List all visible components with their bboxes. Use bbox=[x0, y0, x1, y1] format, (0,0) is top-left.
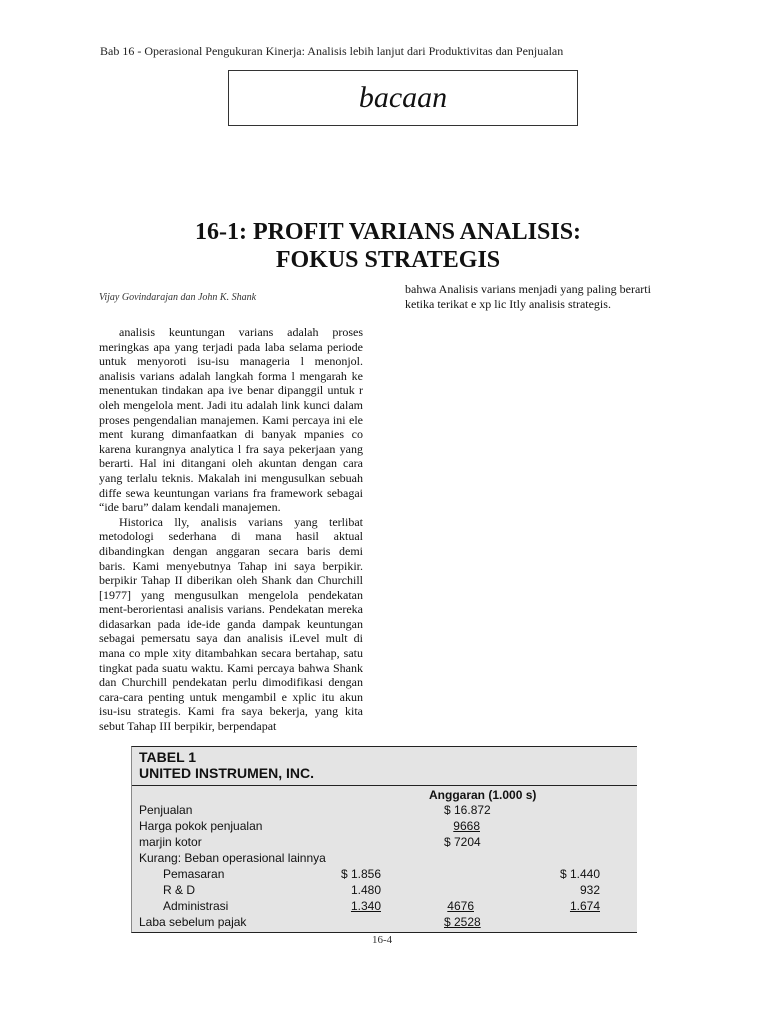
column-header: Anggaran (1.000 s) bbox=[429, 788, 537, 802]
page-number: 16-4 bbox=[372, 934, 393, 946]
financial-table bbox=[131, 746, 637, 933]
hpp-value: 9668 bbox=[453, 819, 480, 833]
administrasi-left-value: 1.340 bbox=[350, 899, 381, 913]
administrasi-mid-value: 4676 bbox=[447, 899, 474, 913]
table-title-line-1: TABEL 1 bbox=[139, 749, 197, 765]
row-label-kurang: Kurang: Beban operasional lainnya bbox=[139, 851, 326, 865]
table-divider bbox=[132, 785, 637, 786]
paragraph-2: Historica lly, analisis varians yang terlibat metodologi sederhana di mana hasil aktual dibandingkan dengan anggaran secara baris demi baris. Kami menyebutnya Tahap ini saya berpikir. berpikir Tahap II diberikan oleh Shank dan Churchill [1977] yang mengusulkan mengelola pendekatan ment-berorientasi analisis varians. Pendekatan mereka didasarkan pada ide-ide ganda dampak keuntungan sebagai pemersatu saya dan analisis iLevel mult di mana co mple xity ditambahkan secara bertahap, satu tingkat pada suatu waktu. Kami percaya bahwa Shank dan Churchill pendekatan perlu dimodifikasi dengan cara-cara penting untuk mengambil e xplic itu akun isu-isu strategis. Kami fra saya bekerja, yang kita sebut Tahap III berpikir, berpendapat bbox=[99, 514, 363, 734]
row-label-penjualan: Penjualan bbox=[139, 803, 193, 817]
row-label-administrasi: Administrasi bbox=[163, 899, 229, 913]
title-line-2: FOKUS STRATEGIS bbox=[275, 247, 501, 273]
marjin-value: $ 7204 bbox=[444, 835, 481, 849]
table-title bbox=[139, 749, 314, 781]
section-label-box bbox=[228, 70, 578, 126]
table-title-line-2: UNITED INSTRUMEN, INC. bbox=[139, 765, 314, 781]
authors: Vijay Govindarajan dan John K. Shank bbox=[99, 292, 257, 303]
administrasi-right-value: 1.674 bbox=[569, 899, 600, 913]
paragraph-1: analisis keuntungan varians adalah proses meringkas apa yang terjadi pada laba selama periode untuk menyoroti isu-isu manageria l menonjol. analisis varians adalah langkah forma l mengarah ke menentukan tindakan apa ive benar dipanggil untuk r oleh mengelola ment. Jadi itu adalah link kunci dalam proses pengendalian manajemen. Kami percaya ini ele ment kurang dimanfaatkan di banyak mpanies co karena kurangnya analytica l fra saya pekerjaan yang berarti. Hal ini ditangani oleh akuntan dengan cara yang terlalu teknis. Makalah ini mengusulkan sebuah diffe sewa keuntungan varians fra framework sebagai “ide baru” dalam kendali manajemen. bbox=[99, 325, 363, 515]
running-head: Bab 16 - Operasional Pengukuran Kinerja: Analisis lebih lanjut dari Produktivitas dan Penjualan bbox=[100, 44, 564, 58]
pemasaran-left-value: $ 1.856 bbox=[340, 867, 381, 881]
row-label-hpp: Harga pokok penjualan bbox=[139, 819, 263, 833]
title-line-1: 16-1: PROFIT VARIANS ANALISIS: bbox=[194, 219, 582, 245]
row-label-marjin: marjin kotor bbox=[139, 835, 202, 849]
rnd-right-value: 932 bbox=[579, 883, 600, 897]
row-label-laba: Laba sebelum pajak bbox=[139, 915, 247, 929]
row-label-pemasaran: Pemasaran bbox=[163, 867, 225, 881]
rnd-left-value: 1.480 bbox=[350, 883, 381, 897]
section-label: bacaan bbox=[358, 81, 448, 114]
body-column bbox=[99, 325, 363, 734]
row-label-rnd: R & D bbox=[163, 883, 196, 897]
article-title bbox=[100, 218, 676, 274]
penjualan-value: $ 16.872 bbox=[444, 803, 491, 817]
right-column-text: bahwa Analisis varians menjadi yang paling berarti ketika terikat e xp lic Itly analisis strategis. bbox=[405, 282, 651, 311]
laba-value: $ 2528 bbox=[444, 915, 481, 929]
pemasaran-right-value: $ 1.440 bbox=[559, 867, 600, 881]
